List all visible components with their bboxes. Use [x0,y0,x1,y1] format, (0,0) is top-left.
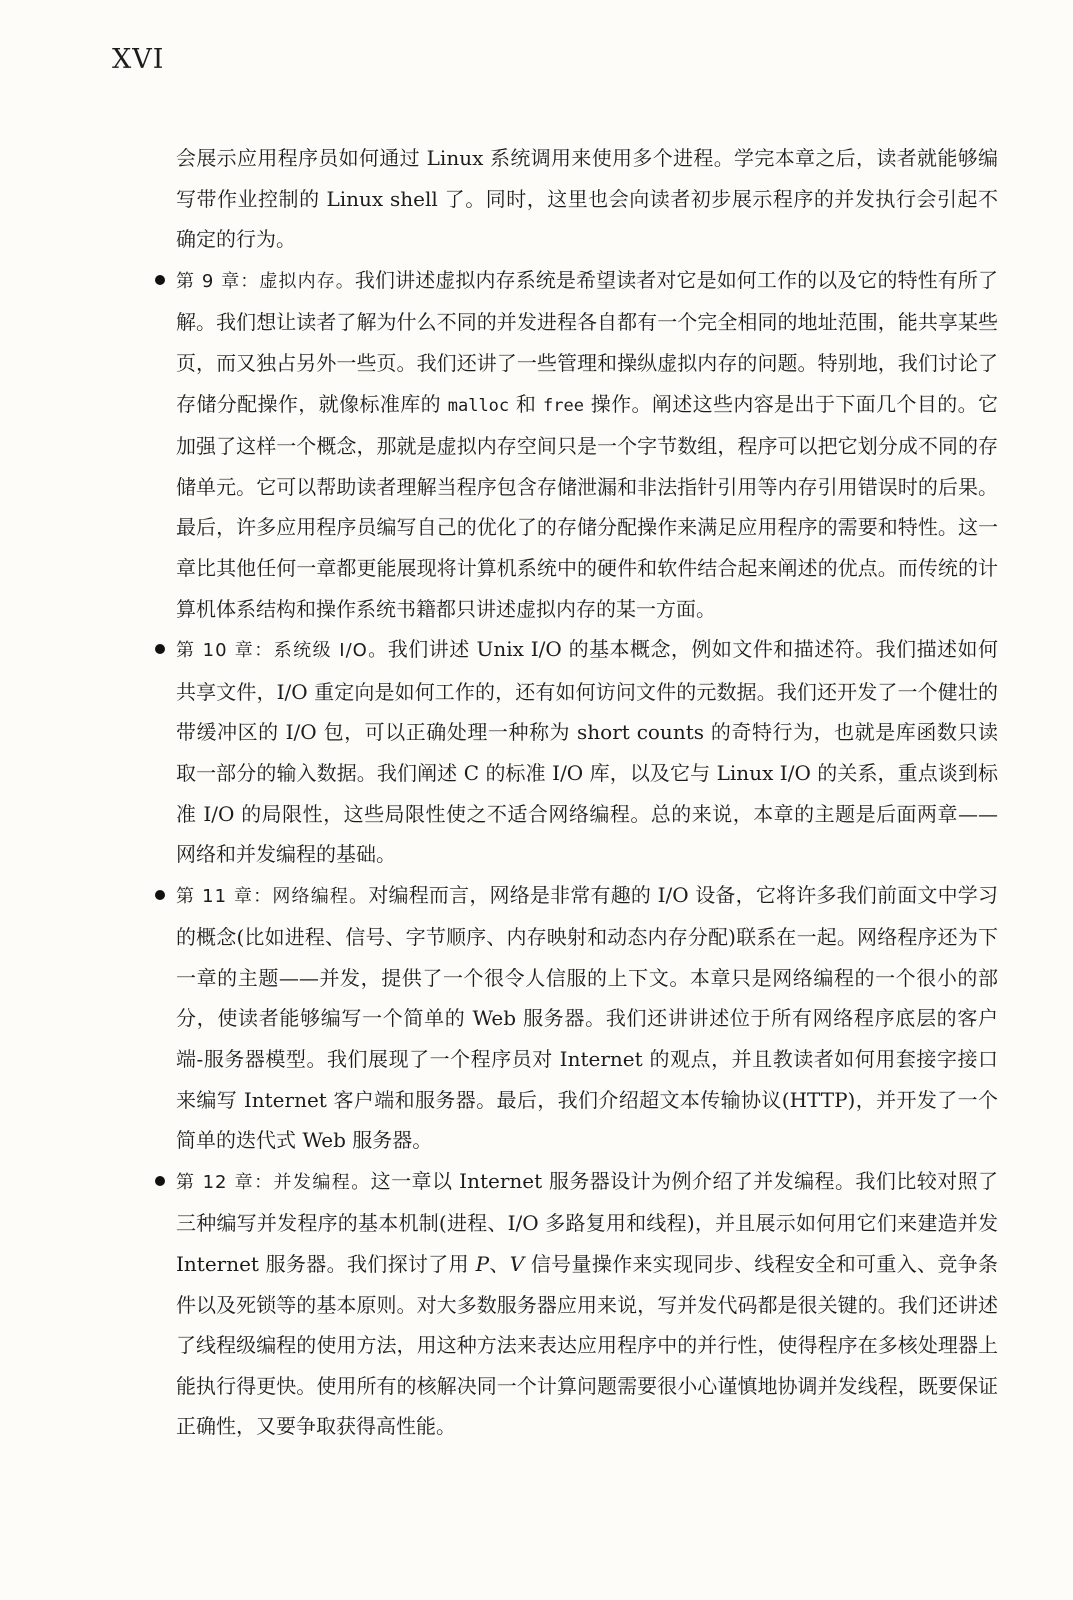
chapter-text: 操作。阐述这些内容是出于下面几个目的。它加强了这样一个概念，那就是虚拟内存空间只是一个字节数组，程序可以把它划分成不同的存储单元。它可以帮助读者理解当程序包含存储泄漏和非法指针引用等内存引用错误时的后果。最后，许多应用程序员编写自己的优化了的存储分配操作来满足应用程序的需要和特性。这一章比其他任何一章都更能展现将计算机系统中的硬件和软件结合起来阐述的优点。而传统的计算机体系结构和操作系统书籍都只讲述虚拟内存的某一方面。 [176,391,999,621]
page-body [176,138,998,1447]
chapter-item [176,1161,998,1447]
chapter-heading: 第 10 章：系统级 I/O。 [176,640,388,662]
chapter-text: 对编程而言，网络是非常有趣的 I/O 设备，它将许多我们前面文中学习的概念(比如进程、信号、字节顺序、内存映射和动态内存分配)联系在一起。网络程序还为下一章的主题——并发，提供了一个很令人信服的上下文。本章只是网络编程的一个很小的部分，使读者能够编写一个简单的 Web 服务器。我们还讲讲述位于所有网络程序底层的客户端-服务器模型。我们展现了一个程序员对 Internet 的观点，并且教读者如何用套接字接口来编写 Internet 客户端和服务器。最后，我们介绍超文本传输协议(HTTP)，并开发了一个简单的迭代式 Web 服务器。 [176,882,998,1153]
code-term: free [543,395,584,416]
chapter-text: 这一章以 Internet 服务器设计为例介绍了并发编程。我们比较对照了三种编写并发程序的基本机制(进程、I/O 多路复用和线程)，并且展示如何用它们来建造并发 Internet 服务器。我们探讨了用 [176,1168,998,1277]
math-symbol: P [475,1252,490,1277]
chapter-text: 、 [489,1252,510,1277]
chapter-text: 和 [509,391,544,416]
chapter-item [176,260,998,629]
page-number: XVI [112,44,165,75]
chapter-heading: 第 11 章：网络编程。 [176,885,369,907]
chapter-item [176,875,998,1161]
code-term: malloc [447,395,510,416]
chapter-text: 我们讲述虚拟内存系统是希望读者对它是如何工作的以及它的特性有所了解。我们想让读者了解为什么不同的并发进程各自都有一个完全相同的地址范围，能共享某些页，而又独占另外一些页。我们还讲了一些管理和操纵虚拟内存的问题。特别地，我们讨论了存储分配操作，就像标准库的 [176,267,999,416]
intro-paragraph: 会展示应用程序员如何通过 Linux 系统调用来使用多个进程。学完本章之后，读者就能够编写带作业控制的 Linux shell 了。同时，这里也会向读者初步展示程序的并发执行会引起不确定的行为。 [176,146,998,252]
math-symbol: V [509,1252,525,1277]
chapter-item [176,629,998,875]
chapter-heading: 第 12 章：并发编程。 [176,1171,371,1193]
chapter-heading: 第 9 章：虚拟内存。 [176,270,355,292]
chapter-text: 信号量操作来实现同步、线程安全和可重入、竞争条件以及死锁等的基本原则。对大多数服务器应用来说，写并发代码都是很关键的。我们还讲述了线程级编程的使用方法，用这种方法来表达应用程序中的并行性，使得程序在多核处理器上能执行得更快。使用所有的核解决同一个计算问题需要很小心谨慎地协调并发线程，既要保证正确性，又要争取获得高性能。 [176,1252,999,1439]
chapter-text: 我们讲述 Unix I/O 的基本概念，例如文件和描述符。我们描述如何共享文件，I/O 重定向是如何工作的，还有如何访问文件的元数据。我们还开发了一个健壮的带缓冲区的 I/O 包，可以正确处理一种称为 short counts 的奇特行为，也就是库函数只读取一部分的输入数据。我们阐述 C 的标准 I/O 库，以及它与 Linux I/O 的关系，重点谈到标准 I/O 的局限性，这些局限性使之不适合网络编程。总的来说，本章的主题是后面两章——网络和并发编程的基础。 [176,637,998,867]
